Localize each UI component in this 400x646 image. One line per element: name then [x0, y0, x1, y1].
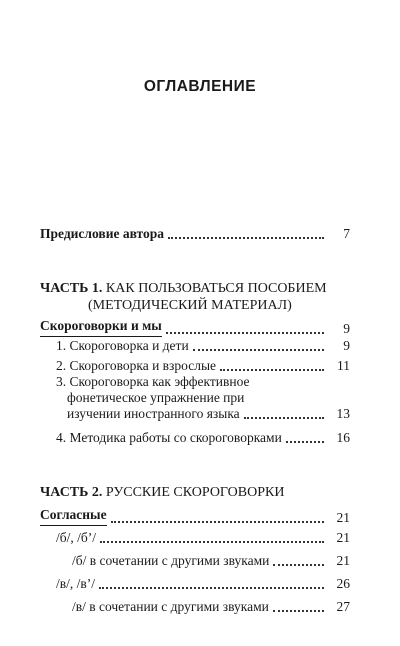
- toc-entry-section[interactable]: [40, 507, 350, 526]
- page-title: ОГЛАВЛЕНИЕ: [143, 78, 257, 95]
- toc-entry-label: Согласные: [40, 507, 107, 526]
- toc-page-number: 7: [343, 226, 350, 241]
- leader-dots: [168, 237, 324, 239]
- toc-entry-label: /в/, /в’/: [56, 576, 95, 591]
- toc-page-number: 9: [343, 338, 350, 353]
- part-title-line: (МЕТОДИЧЕСКИЙ МАТЕРИАЛ): [88, 298, 292, 313]
- part-heading-2: [40, 484, 350, 501]
- toc-page-number: 13: [336, 406, 350, 421]
- part-number: ЧАСТЬ 2.: [40, 485, 103, 500]
- leader-dots: [244, 417, 324, 419]
- toc-page-number: 11: [337, 358, 350, 373]
- toc-entry-label: 3. Скороговорка как эффективное: [56, 374, 250, 389]
- toc-entry-label: /в/ в сочетании с другими звуками: [72, 599, 269, 614]
- toc-page-number: 21: [336, 530, 350, 545]
- toc-page-number: 21: [336, 510, 350, 525]
- toc-entry-label: 4. Методика работы со скороговорками: [56, 430, 282, 445]
- toc-entry[interactable]: [72, 599, 350, 615]
- leader-dots: [99, 587, 324, 589]
- toc-entry-label: 2. Скороговорка и взрослые: [56, 358, 217, 373]
- leader-dots: [220, 369, 324, 371]
- toc-entry-preface[interactable]: [40, 226, 350, 242]
- toc-entry-multiline[interactable]: [56, 374, 350, 422]
- toc-page-number: 9: [343, 321, 350, 336]
- leader-dots: [273, 564, 324, 566]
- toc-entry[interactable]: [56, 358, 350, 374]
- toc-entry-section[interactable]: [40, 318, 350, 337]
- toc-entry-label: /б/ в сочетании с другими звуками: [72, 553, 270, 568]
- part-heading-1: [40, 280, 350, 314]
- toc-entry[interactable]: [56, 530, 350, 546]
- part-title-line: КАК ПОЛЬЗОВАТЬСЯ ПОСОБИЕМ: [105, 281, 327, 296]
- part-title-line: РУССКИЕ СКОРОГОВОРКИ: [105, 485, 285, 500]
- leader-dots: [166, 332, 324, 334]
- toc-entry-label: Предисловие автора: [40, 226, 165, 241]
- toc-page-number: 27: [336, 599, 350, 614]
- toc-page-number: 16: [336, 430, 350, 445]
- leader-dots: [100, 541, 324, 543]
- toc-entry[interactable]: [72, 553, 350, 569]
- toc-entry-label: Скороговорки и мы: [40, 318, 162, 337]
- leader-dots: [111, 521, 324, 523]
- leader-dots: [193, 349, 324, 351]
- part-number: ЧАСТЬ 1.: [40, 281, 103, 296]
- toc-entry-label: /б/, /б’/: [56, 530, 96, 545]
- leader-dots: [273, 610, 324, 612]
- toc-entry[interactable]: [56, 576, 350, 592]
- toc-page-number: 21: [336, 553, 350, 568]
- toc-entry-label: фонетическое упражнение при: [67, 390, 245, 405]
- toc-entry-label: 1. Скороговорка и дети: [56, 338, 189, 353]
- toc-page-number: 26: [336, 576, 350, 591]
- toc-entry[interactable]: [56, 430, 350, 446]
- toc-entry-label: изучении иностранного языка: [67, 406, 240, 421]
- leader-dots: [286, 441, 324, 443]
- toc-entry[interactable]: [56, 338, 350, 354]
